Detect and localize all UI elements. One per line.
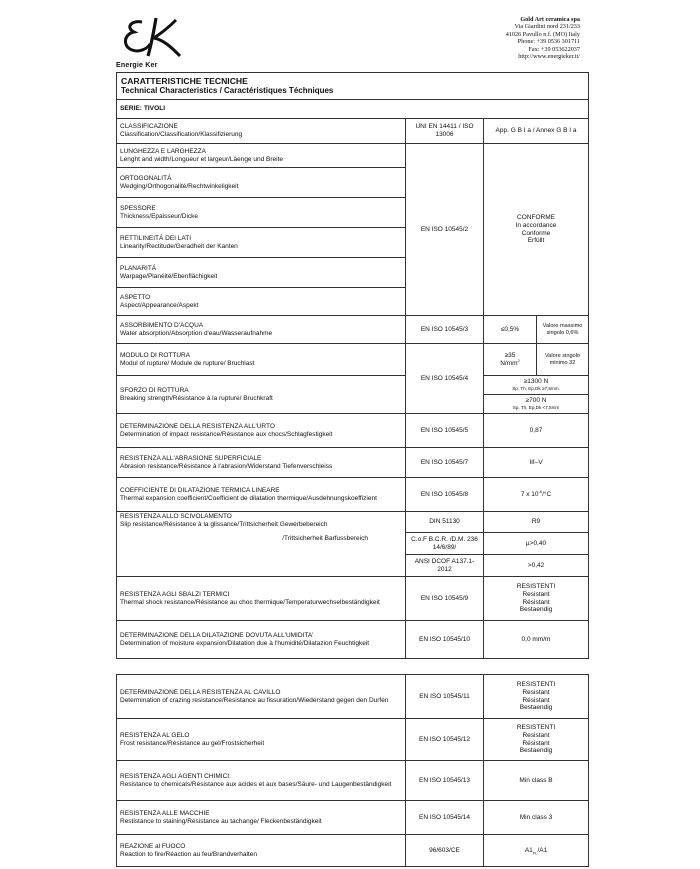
table-row [117,144,589,168]
table-row [117,478,589,512]
property-cell [117,835,406,867]
property-cell [117,376,406,414]
property-desc: Classification/Classification/Klassifizierung [120,131,243,138]
property-name: MODULO DI ROTTURA [120,351,191,359]
result-cell [484,344,537,376]
property-desc: Wedging/Orthogonalité/Rechtwinkeligkeit [120,182,239,190]
norm-cell: EN ISO 10545/11 [406,675,484,719]
result-line: RESISTENTI [516,680,556,688]
result-line: Resistant [522,688,550,696]
property-name: PLANARITÁ [120,264,157,272]
property-cell [117,675,406,719]
result-line: Résistant [522,696,550,704]
result-note-cell: Valore massimo singolo 0,6% [537,316,589,344]
norm-cell: UNI EN 14411 / ISO 13006 [406,119,484,144]
result-line: Bestaendig [519,704,553,712]
result-cell [484,395,589,414]
property-name: RETTILINEITÁ DEI LATI [120,234,192,242]
norm-cell: EN ISO 10545/2 [406,144,484,316]
result-cell [484,675,589,719]
technical-table [116,72,589,659]
property-desc: Frost resistance/Résistance au gel/Frostsicherheit [120,739,265,747]
table-row [117,621,589,659]
norm-cell: EN ISO 10545/5 [406,414,484,448]
norm-cell: EN ISO 10545/7 [406,448,484,478]
result-note: Sp, Th, Ep,Dk ≥7,5mm. [512,386,560,392]
norm-cell: EN ISO 10545/10 [406,621,484,659]
result-note: Sp, Th, Ep,Dk <7,5mm [512,405,560,411]
property-cell [117,168,406,198]
property-cell [117,478,406,512]
result-cell: Min class B [484,761,589,801]
result-cell [484,719,589,761]
brand-name: Energie Ker [116,62,158,69]
result-unit: /°C [542,490,552,498]
table-row [117,512,589,533]
table-row [117,801,589,835]
website-link[interactable]: http://www.energieker.it/ [518,53,580,61]
norm-cell: EN ISO 10545/4 [406,344,484,414]
result-line: In accordance [515,221,557,229]
norm-cell: EN ISO 10545/13 [406,761,484,801]
property-cell [117,577,406,621]
result-cell: 0,0 mm/m [484,621,589,659]
property-cell [117,448,406,478]
property-desc: Slip resistance/Résistance à la glissance/Trittsicherheit Gewerbebereich [120,520,328,528]
property-desc: Determination of impact resistance/Résistance aux chocs/Schlagfestigkeit [120,430,333,438]
table-row [117,675,589,719]
table-row [117,835,589,867]
property-cell [117,414,406,448]
norm-cell: 96/603/CE [406,835,484,867]
page-subtitle: Technical Characteristics / Caractéristiques Téchniques [121,86,334,96]
result-line: Bestaendig [519,747,553,755]
table-row [117,344,589,376]
company-name: Gold Art ceramica spa [520,16,580,23]
property-desc: Aspect/Appearance/Aspekt [120,301,199,309]
property-name: DETERMINAZIONE DELLA RESISTENZA AL CAVILLO [120,688,281,696]
result-line: RESISTENTI [516,723,556,731]
property-cell [117,198,406,228]
result-line: ≥1300 N [523,378,549,386]
property-cell [117,288,406,316]
phone-line: Phone: +39 0536 301711 [517,38,580,46]
table-row [117,577,589,621]
table-row [117,119,589,144]
property-desc: Thickness/Epaisseur/Dicke [120,212,199,220]
result-cell: III–V [484,448,589,478]
norm-cell: EN ISO 10545/3 [406,316,484,344]
result-cell [484,577,589,621]
property-name: SPESSORE [120,204,156,212]
norm-cell: ANSI DCOF A137.1-2012 [406,555,484,577]
property-cell [117,719,406,761]
norm-cell: C.o.F B.C.R. /D.M. 236 14/6/89/ [406,533,484,555]
result-line: Résistant [522,598,550,606]
property-desc: Water absorption/Absorption d'eau/Wasseraufnahme [120,329,273,337]
norm-cell: DIN 51130 [406,512,484,533]
property-desc: Reaction to fire/Réaction au feu/Brandverhalten [120,850,257,858]
fax-line: Fax: +39 053622037 [528,45,580,53]
property-desc: Lenght and width/Longueur et largeur/Läenge und Breite [120,155,283,163]
company-address [360,16,580,60]
result-line: RESISTENTI [516,582,556,590]
table-title-cell [117,73,589,100]
property-name: RESISTENZA ALL'ABRASIONE SUPERFICIALE [120,454,262,462]
table-row [117,316,589,344]
property-desc: Linearity/Rectitude/Geradheit der Kanten [120,242,238,250]
result-cell: R9 [484,512,589,533]
property-cell [117,512,406,577]
property-name: RESISTENZA ALLO SCIVOLAMENTO [120,513,232,520]
property-cell [117,258,406,288]
property-name: RESISTENZA ALLE MACCHIE [120,809,210,817]
property-name: COEFFICIENTE DI DILATAZIONE TERMICA LINEARE [120,486,280,494]
result-line: Bestaendig [519,606,553,614]
address-line: 41026 Pavullo n.f. (MO) Italy [505,30,580,38]
result-cell [484,835,589,867]
property-name: ASPETTO [120,293,151,301]
property-name: DETERMINAZIONE DELLA DILATAZIONE DOVUTA ALL'UMIDITA' [120,631,314,639]
result-cell: >0,42 [484,555,589,577]
property-desc: Thermal expansion coefficient/Coefficient de dilatation thermique/Ausdehnungskoeffizient [120,494,377,502]
property-desc: Abrasion resistance/Résistance à l'abrasion/Widerstand Tiefenverschleiss [120,462,333,470]
result-subscript: FL [532,849,538,855]
property-desc: Breaking strength/Résistance à la rupture/ Bruchkraft [120,394,273,402]
property-desc: Determination of crazing resistance/Resistance au fissuration/Wiederstand gegen den Durfen [120,696,389,704]
result-line: ≥700 N [525,397,547,405]
brand-logo [116,14,194,72]
result-line: CONFORME [517,213,555,221]
table-row [117,761,589,801]
result-line: Résistant [522,739,550,747]
property-desc: /Trittsicherheit Barfussbereich [282,534,368,542]
property-name: ASSORBIMENTO D'ACQUA [120,321,204,329]
property-desc: Warpage/Planéité/Ebenflächigkeit [120,272,218,280]
norm-cell: EN ISO 10545/12 [406,719,484,761]
property-desc: Thermal shock resistance/Résistance au choc thermique/Temperaturwechselbeständigkeit [120,598,380,606]
norm-cell: EN ISO 10545/9 [406,577,484,621]
result-cell: App. G B I a / Annex G B I a [484,119,589,144]
property-cell [117,119,406,144]
table-row [117,719,589,761]
property-name: DETERMINAZIONE DELLA RESISTENZA ALL'URTO [120,422,275,430]
result-cell: ≤0,5% [484,316,537,344]
result-tail: /A1 [537,846,548,854]
result-cell [484,376,589,395]
property-cell [117,228,406,258]
norm-cell: EN ISO 10545/8 [406,478,484,512]
property-name: CLASSIFICAZIONE [120,123,178,131]
property-name: LUNGHEZZA E LARGHEZZA [120,147,206,155]
table-row [117,376,589,395]
property-cell [117,344,406,376]
property-desc: Modul of rupture/ Module de rupture/ Bruchlast [120,359,255,367]
ek-logo-mark [120,14,190,60]
result-line: Erfüllt [527,237,545,245]
unit-exponent: 2 [517,357,520,363]
norm-cell: EN ISO 10545/14 [406,801,484,835]
page-title: CARATTERISTICHE TECNICHE [121,76,248,87]
result-cell [484,478,589,512]
result-base: A1 [524,846,533,854]
result-base: 7 x 10 [520,490,539,498]
result-line: ≥35 [504,351,516,359]
property-name: RESISTENZA AGLI SBALZI TERMICI [120,590,230,598]
result-cell: µ>0,40 [484,533,589,555]
series-label: SERIE: TIVOLI [117,100,589,119]
property-desc: Restistance to staining/Résistance au tachange/ Fleckenbeständigkeit [120,817,322,825]
property-cell [117,621,406,659]
property-name: RESISTENZA AGLI AGENTI CHIMICI: [120,772,231,780]
unit-text: N/mm [500,359,518,367]
result-line: Resistant [522,731,550,739]
property-desc: Determination of moisture expansion/Dilatation due à l'humidité/Dilatazion Feuchtigkeit [120,639,370,647]
result-cell [484,144,589,316]
property-desc: Resistance to chemicals/Résistance aux acides et aux bases/Säure- und Laugenbeständigkeit [120,780,392,788]
property-name: RESISTENZA AL GELO [120,731,190,739]
result-line: Conforme [521,229,551,237]
property-name: ORTOGONALITÁ [120,174,172,182]
result-exponent: -6 [538,488,543,494]
property-name: REAZIONE al FUOCO [120,842,186,850]
property-cell [117,144,406,168]
table-row [117,448,589,478]
technical-table-2 [116,674,589,867]
result-cell: Min class 3 [484,801,589,835]
result-note-cell: Valore singolo minimo 32 [537,344,589,376]
table-row [117,414,589,448]
property-cell [117,761,406,801]
property-name: SFORZO DI ROTTURA [120,386,189,394]
property-cell [117,801,406,835]
property-cell [117,316,406,344]
result-line: Resistant [522,590,550,598]
address-line: Via Giardini nord 231/233 [514,23,580,31]
result-cell: 0,87 [484,414,589,448]
